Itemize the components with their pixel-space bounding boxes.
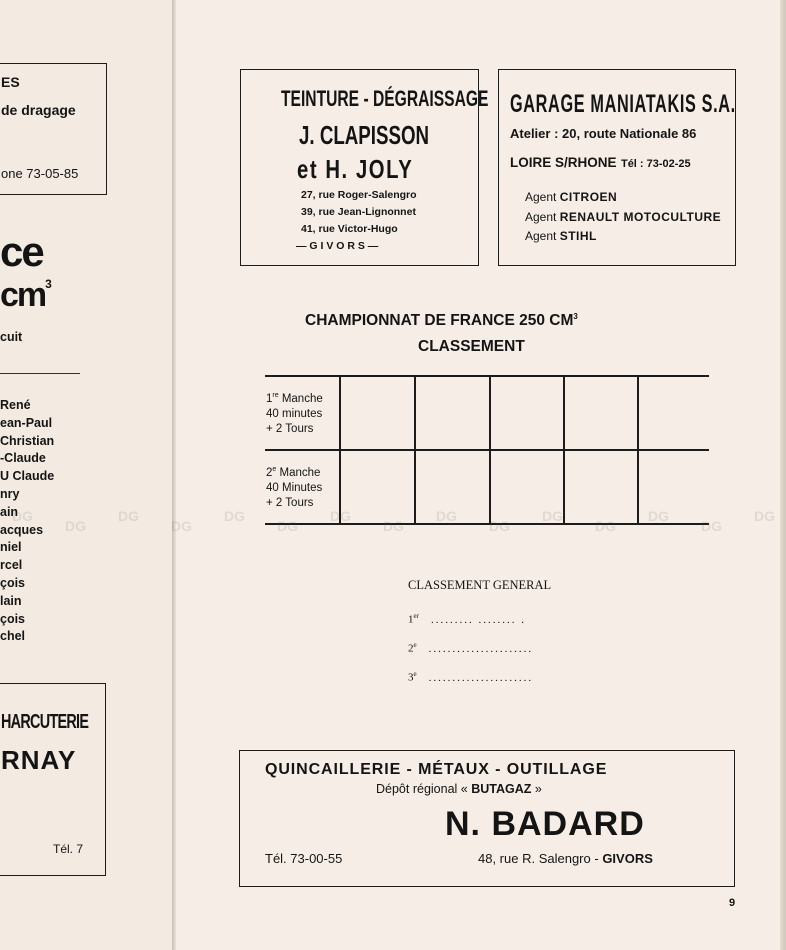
table-col-5 [637, 377, 639, 450]
classement-subtitle: CLASSEMENT [418, 338, 525, 355]
manche1-label [266, 388, 323, 437]
manche2-line3: + 2 Tours [266, 496, 314, 509]
name-item: U Claude [0, 469, 55, 484]
place-dots: ...................... [428, 642, 534, 655]
manche1-line2: 40 minutes [266, 407, 323, 420]
left-bottom-line1-text: HARCUTERIE [1, 711, 89, 733]
table-col-1b [339, 451, 341, 523]
left-heading-line2 [0, 276, 50, 315]
place-suffix: e [413, 641, 417, 649]
quincaillerie-depot: Dépôt régional « BUTAGAZ » [376, 782, 542, 796]
garage-city-row [510, 154, 691, 172]
place-row [408, 641, 533, 655]
manche2-label [266, 462, 322, 511]
place-number: 3 [408, 671, 414, 684]
place-number: 2 [408, 642, 414, 655]
left-divider [0, 373, 80, 374]
quincaillerie-name: N. BADARD [445, 805, 645, 843]
agent-brand: RENAULT MOTOCULTURE [559, 209, 722, 224]
classement-general-title: CLASSEMENT GENERAL [408, 578, 552, 592]
teinture-name1: J. CLAPISSON [299, 120, 430, 150]
teinture-name2: et H. JOLY [297, 154, 414, 184]
garage-title: GARAGE MANIATAKIS S.A. [510, 90, 736, 118]
left-heading-line1: ce [0, 228, 43, 275]
manche2-line1: 2e Manche [266, 466, 321, 479]
championship-title: CHAMPIONNAT DE FRANCE 250 $CM^3$ [305, 312, 578, 330]
name-item: çois [0, 611, 26, 626]
teinture-city: — G I V O R S — [296, 240, 379, 252]
table-col-2 [414, 377, 416, 450]
teinture-addr2: 39, rue Jean-Lignonnet [301, 206, 416, 218]
page-edge [780, 0, 786, 950]
table-bottom-line [265, 523, 709, 525]
manche1-line3: + 2 Tours [266, 422, 314, 435]
name-item: nry [0, 487, 20, 501]
place-suffix: e [413, 670, 417, 678]
garage-agent-row [525, 190, 617, 204]
left-heading-text: cm [0, 276, 46, 314]
name-item: niel [0, 540, 22, 555]
table-col-3b [489, 451, 491, 523]
agent-prefix: Agent [525, 209, 557, 224]
quincaillerie-tel: Tél. 73-00-55 [265, 851, 343, 866]
name-item: acques [0, 522, 44, 537]
place-row [408, 612, 526, 626]
name-item: çois [0, 576, 26, 590]
name-item: chel [0, 629, 26, 644]
teinture-addr1: 27, rue Roger-Salengro [301, 189, 417, 201]
table-col-1 [339, 377, 341, 450]
garage-agent-row [525, 229, 597, 243]
manche1-line1: 1re Manche [266, 392, 323, 405]
left-bottom-line2: RNAY [1, 745, 77, 775]
page-number: 9 [729, 897, 736, 909]
place-suffix: er [413, 612, 419, 620]
teinture-title: TEINTURE - DÉGRAISSAGE [281, 86, 489, 111]
name-item: rcel [0, 558, 23, 573]
butagaz-brand: BUTAGAZ [471, 782, 532, 796]
table-col-2b [414, 451, 416, 523]
agent-brand: STIHL [559, 229, 597, 243]
table-mid-line [265, 449, 709, 451]
ad-quincaillerie-box [239, 750, 735, 887]
table-col-3 [489, 377, 491, 450]
table-col-5b [637, 451, 639, 523]
left-bottom-tel: Tél. 7 [53, 842, 84, 856]
agent-prefix: Agent [525, 190, 557, 204]
place-dots: ......... ........ . [430, 613, 526, 626]
teinture-addr3: 41, rue Victor-Hugo [301, 223, 398, 235]
garage-tel: Tél : 73-02-25 [620, 158, 691, 170]
name-item: ean-Paul [0, 415, 53, 430]
left-bottom-line1 [1, 711, 122, 734]
place-dots: ...................... [428, 671, 534, 684]
manche2-line2: 40 Minutes [266, 481, 323, 494]
givors-city: GIVORS [602, 851, 653, 866]
quincaillerie-address: 48, rue R. Salengro - GIVORS [478, 851, 653, 866]
garage-atelier: Atelier : 20, route Nationale 86 [510, 126, 697, 141]
garage-agent-row [525, 210, 721, 224]
table-top-line [265, 375, 709, 377]
left-top-ad-box [0, 63, 107, 195]
quincaillerie-title: QUINCAILLERIE - MÉTAUX - OUTILLAGE [265, 761, 608, 778]
ad-garage-box [498, 69, 736, 266]
left-page [0, 0, 172, 950]
place-number: 1 [408, 613, 414, 626]
name-item: lain [0, 593, 22, 608]
table-col-4 [563, 377, 565, 450]
ad-teinture-box [240, 69, 489, 266]
table-col-4b [563, 451, 565, 523]
left-top-line2: de dragage [1, 102, 76, 118]
agent-brand: CITROEN [559, 190, 618, 204]
agent-prefix: Agent [525, 229, 557, 243]
left-bottom-ad-box [0, 683, 106, 876]
name-item: Christian [0, 433, 55, 448]
garage-city: LOIRE S/RHONE [510, 155, 617, 170]
name-item: -Claude [0, 451, 46, 466]
name-item: René [0, 398, 31, 412]
championship-title-sup: 3 [573, 312, 578, 321]
left-cuit: cuit [0, 330, 23, 344]
left-top-line1: ES [1, 74, 20, 90]
left-top-line3: one 73-05-85 [1, 166, 79, 181]
left-heading-sup: 3 [45, 277, 50, 291]
place-row [408, 670, 533, 684]
name-item: ain [0, 504, 19, 519]
